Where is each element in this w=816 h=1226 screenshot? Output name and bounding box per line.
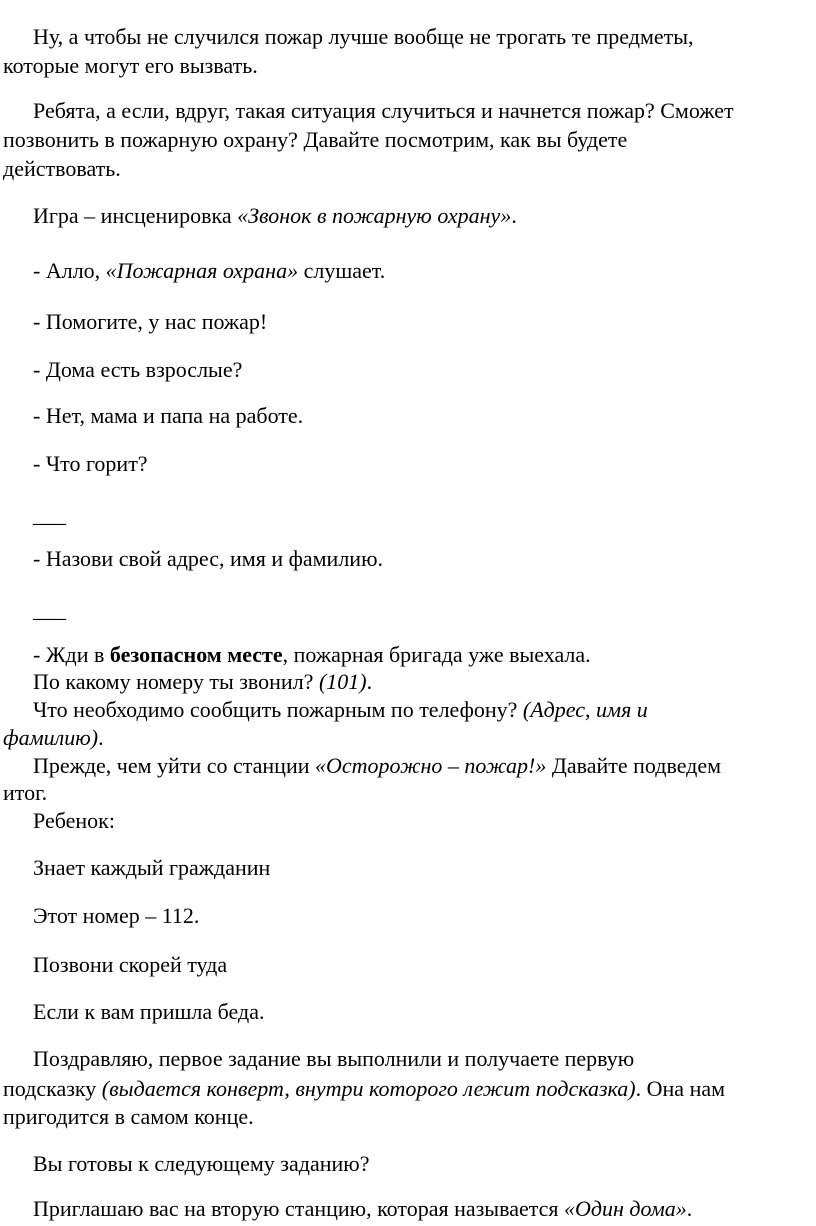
poem-line-2: Этот номер – 112.: [33, 903, 200, 928]
blank-answer-line-1: ___: [33, 502, 66, 527]
paragraph-1-line-2: которые могут его вызвать.: [3, 53, 258, 78]
dialogue-line-2: - Помогите, у нас пожар!: [33, 309, 268, 334]
poem-line-3: Позвони скорей туда: [33, 952, 228, 977]
dialogue-line-4: - Нет, мама и папа на работе.: [33, 403, 304, 428]
paragraph-6: Приглашаю вас на вторую станцию, которая называется «Один дома».: [33, 1196, 693, 1221]
question-2-line-2: фамилию).: [3, 725, 104, 750]
child-label: Ребенок:: [33, 808, 115, 833]
dialogue-line-1: - Алло, «Пожарная охрана» слушает.: [33, 258, 386, 283]
paragraph-2-line-2: позвонить в пожарную охрану? Давайте посмотрим, как вы будете: [3, 127, 628, 152]
question-3-line-1: Прежде, чем уйти со станции «Осторожно – пожар!» Давайте подведем: [33, 753, 722, 778]
paragraph-2-line-3: действовать.: [3, 156, 121, 181]
dialogue-line-6: - Назови свой адрес, имя и фамилию.: [33, 546, 384, 571]
paragraph-1-line-1: Ну, а чтобы не случился пожар лучше вообще не трогать те предметы,: [33, 24, 694, 49]
paragraph-4-line-1: Поздравляю, первое задание вы выполнили и получаете первую: [33, 1046, 635, 1071]
poem-line-1: Знает каждый гражданин: [33, 855, 271, 880]
poem-line-4: Если к вам пришла беда.: [33, 999, 265, 1024]
game-title-line: Игра – инсценировка «Звонок в пожарную охрану».: [33, 203, 517, 228]
paragraph-4-line-2: подсказку (выдается конверт, внутри которого лежит подсказка). Она нам: [3, 1076, 726, 1101]
blank-answer-line-2: ___: [33, 597, 66, 622]
paragraph-5: Вы готовы к следующему заданию?: [33, 1151, 370, 1176]
dialogue-line-7: - Жди в безопасном месте, пожарная бригада уже выехала.: [33, 642, 591, 667]
dialogue-line-5: - Что горит?: [33, 451, 148, 476]
dialogue-line-3: - Дома есть взрослые?: [33, 357, 243, 382]
question-3-line-2: итог.: [3, 780, 48, 805]
question-2-line-1: Что необходимо сообщить пожарным по телефону? (Адрес, имя и: [33, 697, 648, 722]
paragraph-4-line-3: пригодится в самом конце.: [3, 1104, 254, 1129]
paragraph-2-line-1: Ребята, а если, вдруг, такая ситуация случиться и начнется пожар? Сможет: [33, 98, 734, 123]
question-1: По какому номеру ты звонил? (101).: [33, 669, 373, 694]
